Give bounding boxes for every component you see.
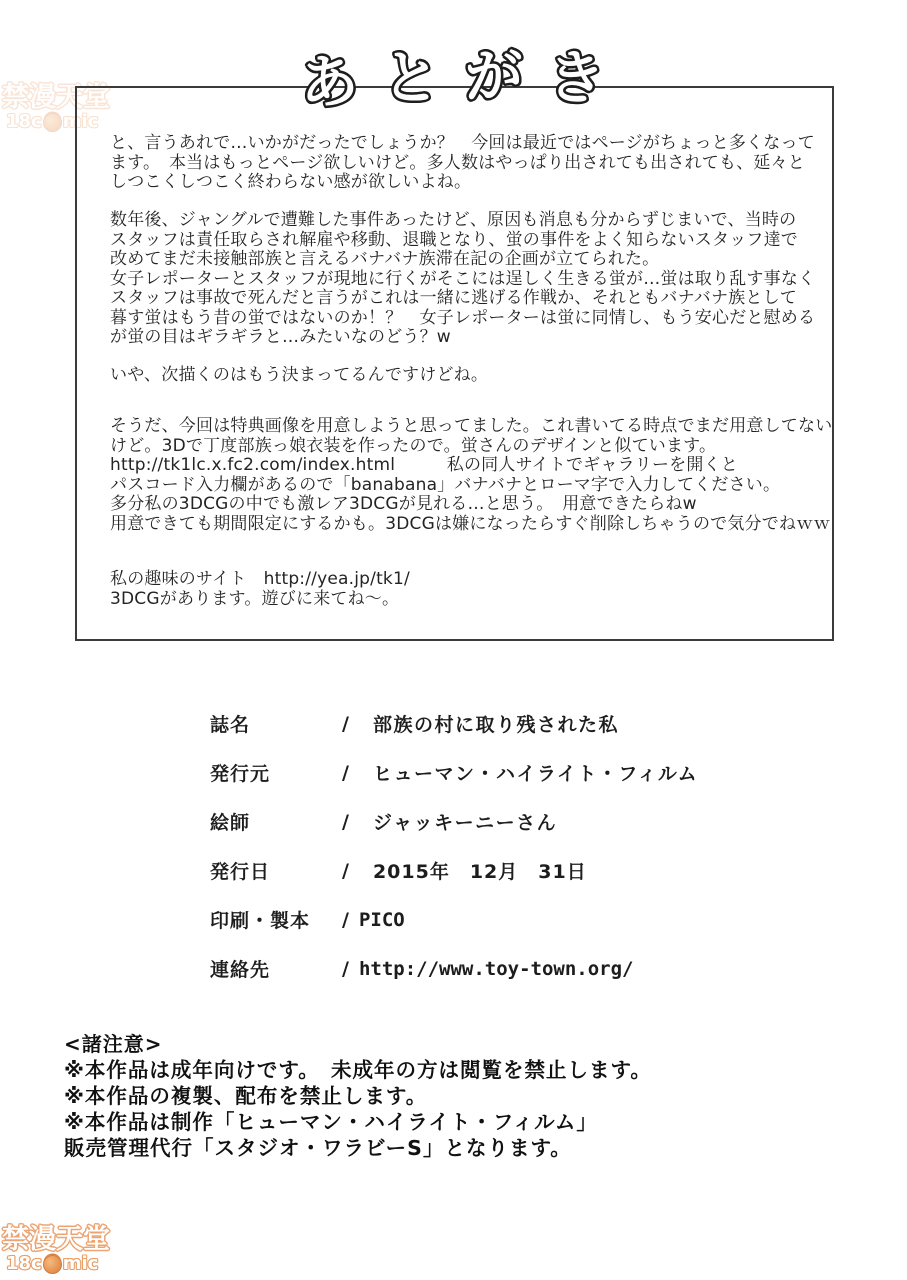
colophon-value: 部族の村に取り残された私 [372,715,619,736]
watermark-logo-suffix: mic [62,1252,99,1274]
colophon-label: 連絡先 [210,960,271,981]
watermark-logo-prefix: 18c [6,1252,42,1274]
colophon-value: ヒューマン・ハイライト・フィルム [372,764,699,785]
afterword-paragraph-1 [110,134,846,193]
text-line: 改めてまだ未接触部族と言えるバナバナ族滞在記の企画が立てられた。 [110,249,660,269]
notice-line: 販売管理代行「スタジオ・ワラビーS」となります。 [64,1136,572,1160]
text-line: 3DCGがあります。遊びに来てね～。 [110,588,400,609]
watermark-logo [6,1254,110,1273]
text-line: いや、次描くのはもう決まってるんですけどね。 [110,365,489,385]
colophon-label: 絵師 [210,813,251,834]
colophon-value: ジャッキーニーさん [372,813,558,834]
text-line: 用意できても期間限定にするかも。3DCGは嫌になったらすぐ削除しちゃうので気分でねｗｗ [110,513,831,534]
gallery-url-line: http://tk1lc.x.fc2.com/index.html 私の同人サイトでギャラリーを開くと [110,455,738,475]
notice-line: ※本作品は制作「ヒューマン・ハイライト・フィルム」 [64,1110,598,1134]
mascot-icon [43,113,62,132]
colophon-separator: / [342,908,349,931]
page-title [0,40,907,118]
title-char: が [463,40,526,112]
colophon-row-contact [210,944,770,993]
text-line: 女子レポーターとスタッフが現地に行くがそこには逞しく生きる蛍が…蛍は取り乱す事なく [110,268,816,289]
colophon-separator: / [342,859,349,882]
colophon-value: PICO [358,908,405,931]
text-line: スタッフは事故で死んだと言うがこれは一緒に逃げる作戦か、それともバナバナ族として [110,288,797,308]
watermark-brand-text: 禁漫天堂 [2,1224,110,1255]
text-line: 多分私の3DCGの中でも激レア3DCGが見れる…と思う。 用意できたらねw [110,494,697,514]
text-line: と、言うあれで…いかがだったでしょうか？ 今回は最近ではページがちょっと多くなって [110,133,815,153]
colophon-separator: / [342,810,349,833]
watermark-logo-prefix: 18c [6,110,42,132]
colophon-separator: / [342,761,349,784]
title-char: と [381,42,444,114]
afterword-paragraph-2 [110,211,846,348]
title-char: き [545,42,609,114]
colophon-label: 印刷・製本 [210,911,311,932]
colophon-label: 発行日 [210,862,271,883]
afterword-paragraph-4 [110,417,846,534]
notice-line: ※本作品の複製、配布を禁止します。 [64,1084,428,1108]
colophon-separator: / [342,957,349,980]
notices-section [64,1031,784,1161]
colophon-value: 2015年 12月 31日 [372,861,587,883]
text-line: ます。 本当はもっとページ欲しいけど。多人数はやっぱり出されても出されても、延々と [110,152,805,173]
colophon-row-title [210,699,770,748]
watermark-brand-text: 禁漫天堂 [2,82,110,113]
text-line: パスコード入力欄があるので「banabana」バナバナとローマ字で入力してください。 [110,474,781,495]
afterword-paragraph-5 [110,570,846,609]
notice-line: ※本作品は成年向けです。 未成年の方は閲覧を禁止します。 [64,1058,652,1082]
text-line: スタッフは責任取らされ解雇や移動、退職となり、蛍の事件をよく知らないスタッフ達で [110,229,798,250]
text-line: けど。3Dで丁度部族っ娘衣装を作ったので。蛍さんのデザインと似ています。 [110,435,717,456]
text-line: しつこくしつこく終わらない感が欲しいよね。 [110,172,472,192]
text-line: そうだ、今回は特典画像を用意しようと思ってました。これ書いてる時点でまだ用意してない [110,416,833,436]
colophon-label: 誌名 [210,715,251,736]
site-watermark-bottom [2,1226,110,1273]
colophon-row-artist [210,797,770,846]
colophon-row-publish-date [210,846,770,895]
hobby-site-url-line: 私の趣味のサイト http://yea.jp/tk1/ [110,569,410,589]
colophon-row-publisher [210,748,770,797]
text-line: 数年後、ジャングルで遭難した事件あったけど、原因も消息も分からずじまいで、当時の [110,210,797,230]
colophon [210,699,770,993]
text-line: が蛍の目はギラギラと…みたいなのどう？w [110,327,451,347]
afterword-paragraph-3 [110,366,846,386]
colophon-separator: / [342,712,349,735]
colophon-label: 発行元 [210,764,271,785]
title-char: あ [298,46,363,118]
mascot-icon [43,1255,62,1274]
colophon-row-printer [210,895,770,944]
notices-title: <諸注意> [64,1032,163,1056]
text-line: 暮す蛍はもう昔の蛍ではないのか！？ 女子レポーターは蛍に同情し、もう安心だと慰める [110,307,816,328]
watermark-logo-suffix: mic [62,110,99,132]
contact-url: http://www.toy-town.org/ [358,957,634,980]
